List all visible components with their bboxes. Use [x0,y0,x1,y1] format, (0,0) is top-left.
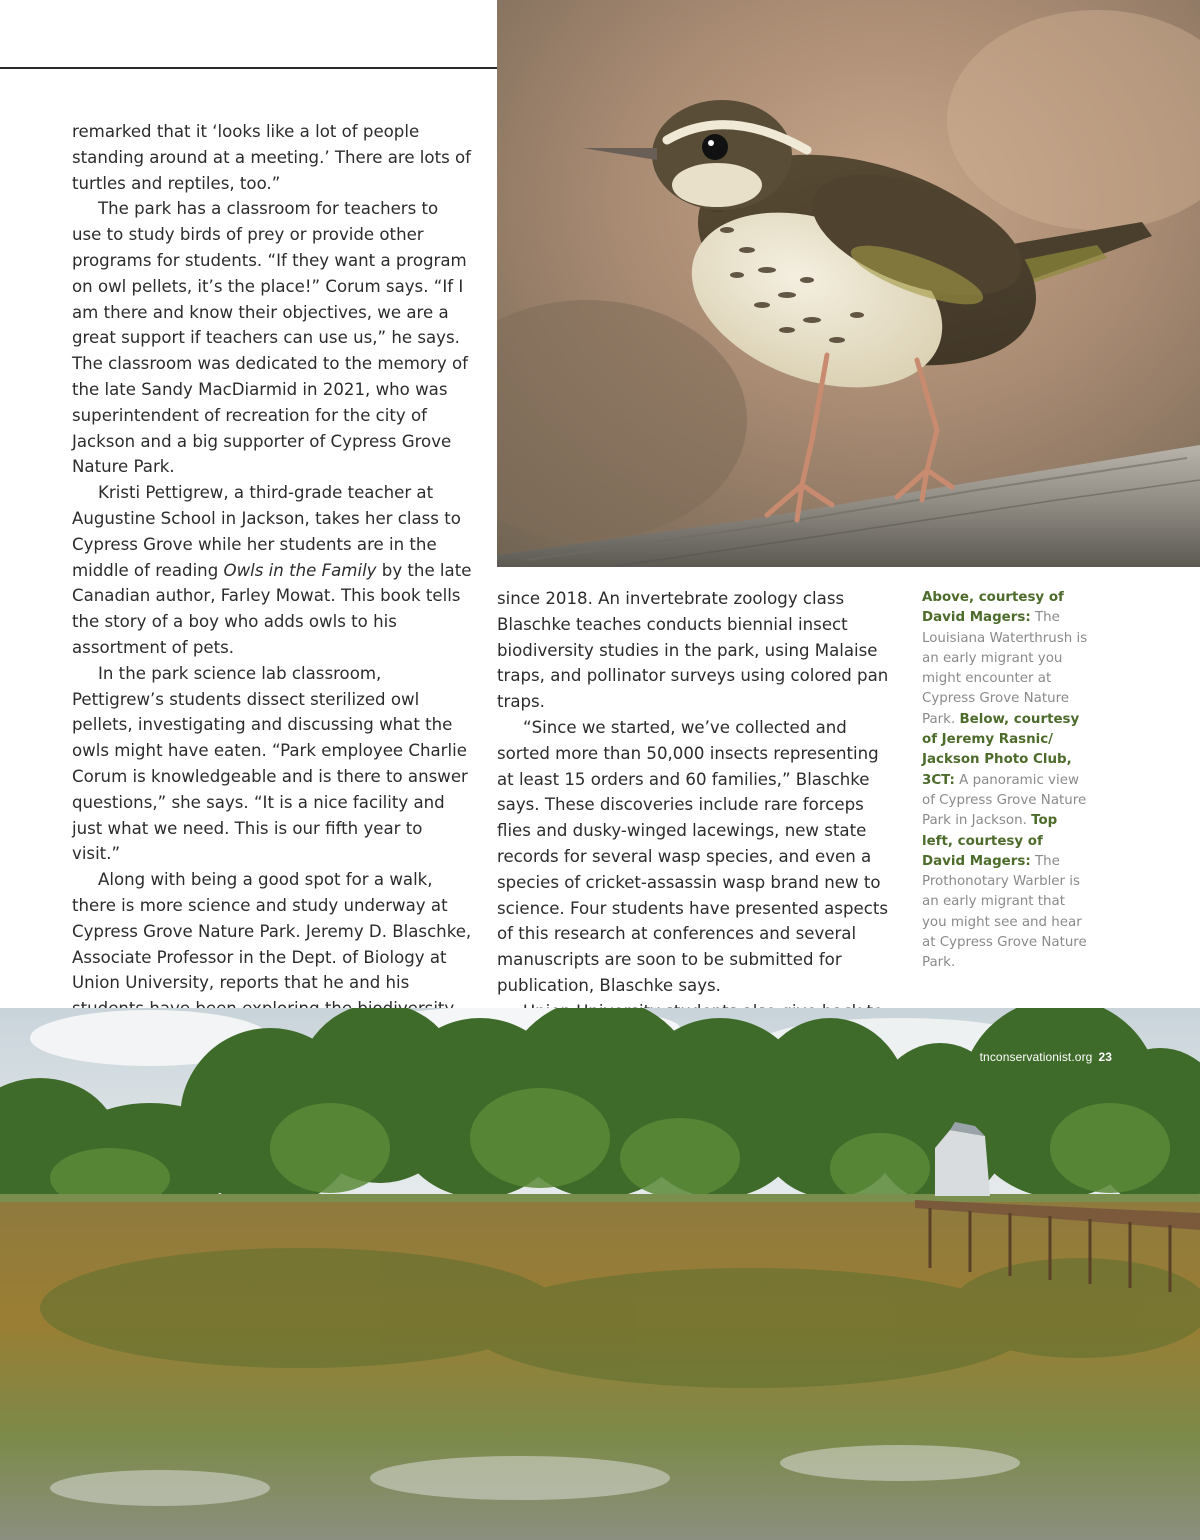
paragraph [72,480,472,661]
caption-credit: Below, courtesy of Jeremy Rasnic/ Jackson Photo Club, 3CT: [922,711,1080,788]
paragraph: since 2018. An invertebrate zoology class Blaschke teaches conducts biennial insect biodiversity studies in the park, using Malaise traps, and pollinator surveys using colored pan traps. [497,589,889,712]
photo-caption [922,588,1088,974]
paragraph: Along with being a good spot for a walk, there is more science and study underway at Cypress Grove Nature Park. Jeremy D. Blaschke, Associate Professor in the Dept. of Biology at Union University, reports that he and his [72,870,472,993]
cypress-grove-panorama-photo [0,1008,1200,1540]
article-column-2 [497,586,890,1025]
caption-credit: Above, courtesy of David Magers: [922,590,1064,626]
book-title: Owls in the Family [223,560,377,580]
louisiana-waterthrush-photo [497,0,1200,567]
paragraph: In the park science lab classroom, Pettigrew’s students dissect sterilized owl pellets, investigating and discussing what the owls might have eaten. “Park employee Charlie Corum is knowledgeable and is there to answer questions,” she says. “It is a nice facility and just what we need. This is our fifth year to visit.” [72,663,468,864]
paragraph-text: by the late Canadian author, Farley Mowat. This book tells the story of a boy who adds owls to his assortment of pets. [72,560,472,657]
caption-credit: Top left, courtesy of David Magers: [922,813,1058,869]
page-footer [980,1050,1112,1064]
article-column-1 [72,119,472,1048]
website-url: tnconservationist.org [979,1050,1093,1064]
caption-text: A panoramic view of Cypress Grove Nature Park in Jackson. [922,772,1087,829]
page-number: 23 [1098,1050,1112,1064]
paragraph-text: Kristi Pettigrew, a third-grade teacher at Augustine School in Jackson, takes her class to Cypress Grove while her students are in the middle of reading [72,483,461,580]
paragraph: remarked that it ‘looks like a lot of people standing around at a meeting.’ There are lots of turtles and reptiles, too.” [72,122,471,193]
paragraph: “Since we started, we’ve collected and sorted more than 50,000 insects representing at least 15 orders and 60 families,” Blaschke says. These discoveries include rare forceps flies and dusky-winged lacewings, new state records for several wasp species, and even a species of cricket-assassin wasp brand new to science. Four students have presented aspects of this research at conferences and several manuscripts are soon to be submitted for publication, Blaschke says. [497,717,888,995]
paragraph: The park has a classroom for teachers to use to study birds of prey or provide other programs for students. “If they want a program on owl pellets, it’s the place!” Corum says. “If I am there and know their objectives, we are a great support if teachers can use us,” he says. The classroom was dedicated to the memory of the late Sandy MacDiarmid in 2021, who was superintendent of recreation for the city of Jackson and a big supporter of Cypress Grove Nature Park. [72,199,468,477]
caption-text: The Prothonotary Warbler is an early migrant that you might see and hear at Cypress Grove Nature Park. [922,853,1087,971]
caption-text: The Louisiana Waterthrush is an early migrant you might encounter at Cypress Grove Nature Park. [922,610,1088,727]
top-rule [0,67,497,69]
